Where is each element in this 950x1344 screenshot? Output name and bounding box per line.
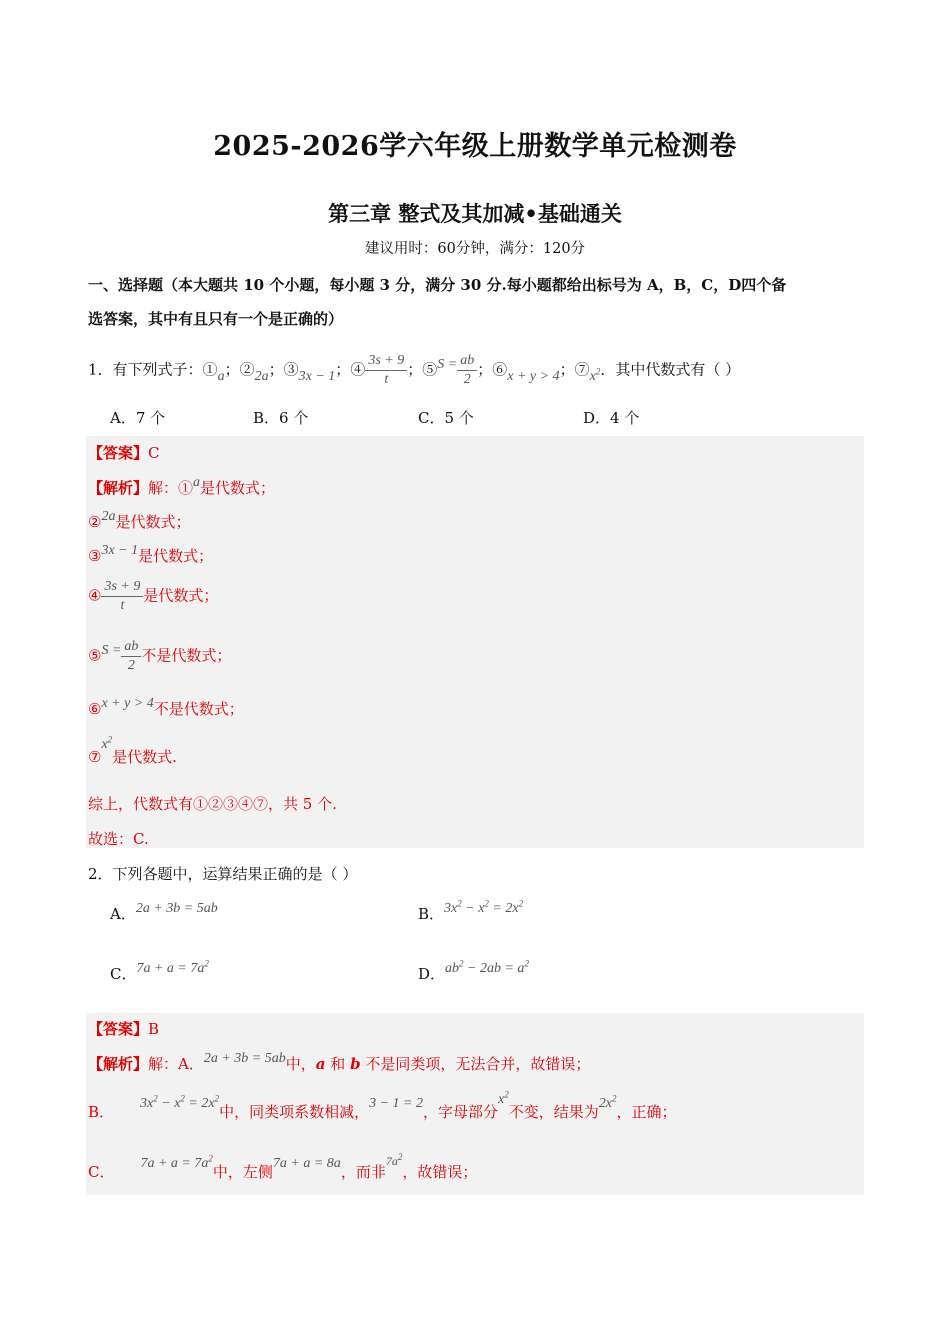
q2-option-c[interactable]: C．$7a + a = 7a^2$ <box>110 958 209 983</box>
document-title: 2025-2026学六年级上册数学单元检测卷 <box>213 131 737 162</box>
time-info: 建议用时：60分钟，满分：120分 <box>364 241 586 257</box>
q1-summary: 综上，代数式有①②③④⑦，共 5 个. <box>88 795 337 813</box>
q1-analysis-6: ⑥x + y > 4不是代数式； <box>88 696 244 718</box>
q1-answer: 【答案】C <box>88 444 160 462</box>
q1-analysis-3: ③3x − 1是代数式； <box>88 543 214 565</box>
q1-analysis-5: ⑤S = $\frac{ab}{2}$ 不是代数式； <box>88 639 232 673</box>
chapter-subtitle: 第三章 整式及其加减•基础通关 <box>328 201 622 226</box>
q1-option-b[interactable]: B．6 个 <box>253 409 309 427</box>
q2-analysis-a: 【解析】解：A．2a + 3b = 5ab中，a 和 b 不是同类项，无法合并，故错误； <box>88 1051 591 1073</box>
q2-answer: 【答案】B <box>88 1020 160 1038</box>
q1-analysis-4: ④ $\frac{3s + 9}{t}$ 是代数式； <box>88 579 219 613</box>
q2-analysis-b: B． $3x^2 - x^2 = 2x^2$中，同类项系数相减，3 − 1 = 2，字母部分$x^2$不变，结果为$2x^2$，正确； <box>88 1089 677 1121</box>
q2-analysis-c: C． $7a + a = 7a^2$中，左侧7a + a = 8a，而非$^{7a^2}$，故错误； <box>88 1152 478 1181</box>
q2-option-a[interactable]: A．2a + 3b = 5ab <box>110 901 218 923</box>
q1-choice: 故选：C. <box>88 830 149 848</box>
question-2-stem: 2．下列各题中，运算结果正确的是（ ） <box>88 865 358 883</box>
q2-option-d[interactable]: D．$ab^2 - 2ab = a^2$ <box>418 958 529 983</box>
q1-analysis-7: $⑦x^2$是代数式. <box>88 734 177 766</box>
question-1-stem: 1．有下列式子：①a；②2a；③3x − 1；④ $\frac{3s + 9}{t}$ ；⑤S = $\frac{ab}{2}$ ；⑥x + y > 4；$⑦x^2$．其中代数式有（ ） <box>88 353 741 387</box>
q1-option-c[interactable]: C．5 个 <box>418 409 474 427</box>
section-heading <box>88 268 868 336</box>
q1-analysis-2: ②2a是代数式； <box>88 509 191 531</box>
section-heading-line1: 一、选择题（本大题共 10 个小题，每小题 3 分，满分 30 分.每小题都给出标号为 A，B，C，D四个备 <box>88 276 787 294</box>
q1-option-a[interactable]: A．7 个 <box>110 409 166 427</box>
q1-analysis-1: 【解析】解：①a是代数式； <box>88 475 276 497</box>
section-heading-line2: 选答案，其中有且只有一个是正确的） <box>88 310 344 328</box>
q1-option-d[interactable]: D．4 个 <box>583 409 640 427</box>
q2-option-b[interactable]: B．$3x^2 - x^2 = 2x^2$ <box>418 898 524 923</box>
